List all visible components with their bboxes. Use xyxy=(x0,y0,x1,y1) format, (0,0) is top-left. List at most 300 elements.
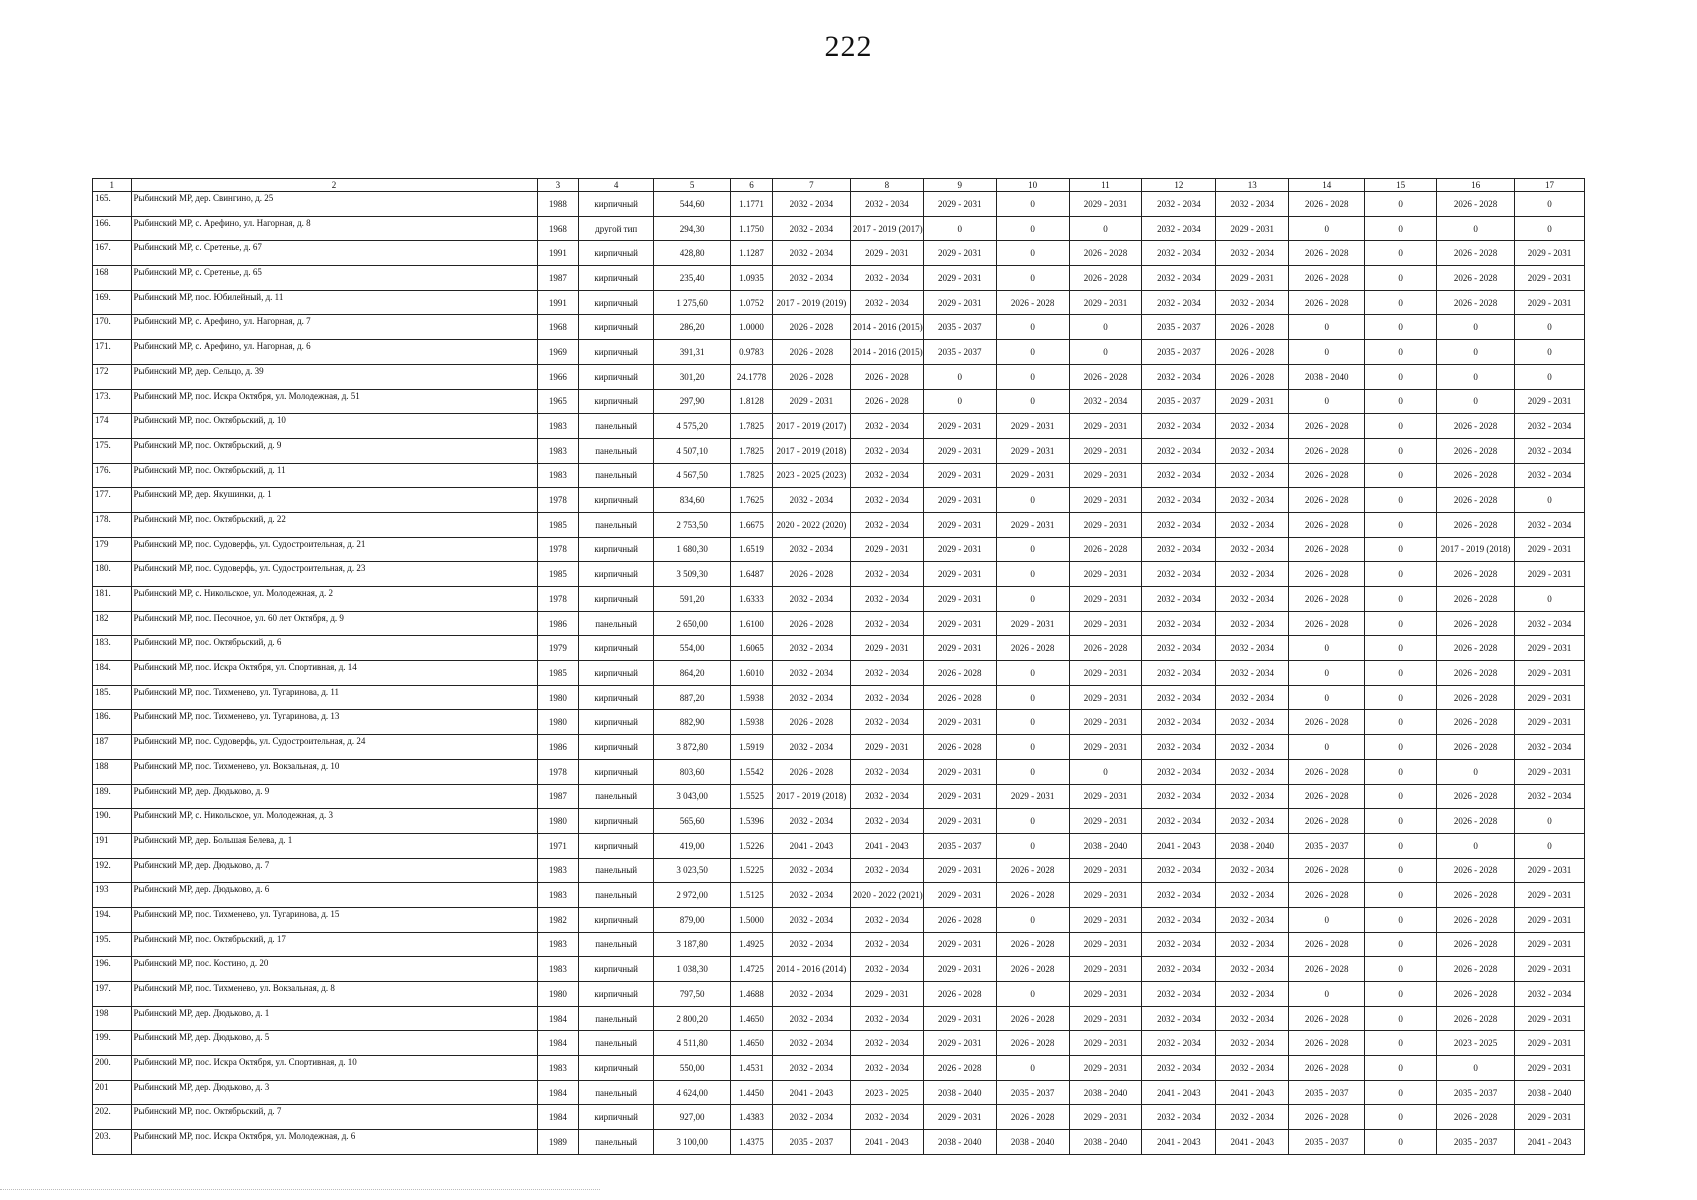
period-col-7-cell: 2032 - 2034 xyxy=(772,1006,850,1031)
wall-material-cell: панельный xyxy=(579,858,654,883)
period-col-8-cell: 2032 - 2034 xyxy=(850,192,923,217)
period-col-16-cell: 2035 - 2037 xyxy=(1437,1080,1515,1105)
period-col-14-cell: 0 xyxy=(1289,389,1365,414)
address-cell: Рыбинский МР, с. Арефино, ул. Нагорная, д. 6 xyxy=(131,340,537,365)
period-col-17-cell: 2029 - 2031 xyxy=(1515,661,1585,686)
period-col-16-cell: 2035 - 2037 xyxy=(1437,1130,1515,1155)
build-year-cell: 1987 xyxy=(537,784,579,809)
area-cell: 879,00 xyxy=(654,907,731,932)
period-col-14-cell: 0 xyxy=(1289,907,1365,932)
area-cell: 2 753,50 xyxy=(654,512,731,537)
period-col-15-cell: 0 xyxy=(1365,833,1437,858)
address-cell: Рыбинский МР, дер. Свингино, д. 25 xyxy=(131,192,537,217)
period-col-12-cell: 2032 - 2034 xyxy=(1142,932,1216,957)
build-year-cell: 1968 xyxy=(537,315,579,340)
table-row xyxy=(93,809,1585,834)
address-cell: Рыбинский МР, пос. Октябрьский, д. 9 xyxy=(131,438,537,463)
address-cell: Рыбинский МР, пос. Октябрьский, д. 10 xyxy=(131,414,537,439)
period-col-9-cell: 2026 - 2028 xyxy=(923,661,996,686)
column-number-9: 9 xyxy=(923,179,996,192)
coefficient-cell: 1.4383 xyxy=(731,1105,773,1130)
table-row xyxy=(93,241,1585,266)
period-col-16-cell: 0 xyxy=(1437,216,1515,241)
period-col-11-cell: 2029 - 2031 xyxy=(1069,463,1142,488)
build-year-cell: 1968 xyxy=(537,216,579,241)
period-col-14-cell: 2026 - 2028 xyxy=(1289,562,1365,587)
period-col-14-cell: 2026 - 2028 xyxy=(1289,957,1365,982)
period-col-16-cell: 2026 - 2028 xyxy=(1437,266,1515,291)
period-col-9-cell: 2029 - 2031 xyxy=(923,710,996,735)
period-col-12-cell: 2041 - 2043 xyxy=(1142,1130,1216,1155)
row-number-cell: 174 xyxy=(93,414,132,439)
period-col-14-cell: 0 xyxy=(1289,636,1365,661)
period-col-17-cell: 2029 - 2031 xyxy=(1515,710,1585,735)
wall-material-cell: панельный xyxy=(579,1031,654,1056)
area-cell: 591,20 xyxy=(654,587,731,612)
period-col-13-cell: 2032 - 2034 xyxy=(1216,759,1289,784)
period-col-7-cell: 2032 - 2034 xyxy=(772,488,850,513)
wall-material-cell: панельный xyxy=(579,414,654,439)
period-col-11-cell: 2029 - 2031 xyxy=(1069,710,1142,735)
coefficient-cell: 1.6519 xyxy=(731,537,773,562)
table-body xyxy=(93,192,1585,1155)
build-year-cell: 1980 xyxy=(537,809,579,834)
period-col-10-cell: 2029 - 2031 xyxy=(996,784,1069,809)
period-col-10-cell: 2026 - 2028 xyxy=(996,1006,1069,1031)
period-col-8-cell: 2032 - 2034 xyxy=(850,784,923,809)
period-col-12-cell: 2032 - 2034 xyxy=(1142,587,1216,612)
period-col-16-cell: 2023 - 2025 xyxy=(1437,1031,1515,1056)
address-cell: Рыбинский МР, с. Арефино, ул. Нагорная, д. 8 xyxy=(131,216,537,241)
period-col-13-cell: 2032 - 2034 xyxy=(1216,241,1289,266)
period-col-9-cell: 2029 - 2031 xyxy=(923,537,996,562)
build-year-cell: 1980 xyxy=(537,710,579,735)
period-col-8-cell: 2020 - 2022 (2021) xyxy=(850,883,923,908)
period-col-16-cell: 2026 - 2028 xyxy=(1437,784,1515,809)
period-col-10-cell: 0 xyxy=(996,685,1069,710)
period-col-15-cell: 0 xyxy=(1365,241,1437,266)
period-col-15-cell: 0 xyxy=(1365,809,1437,834)
period-col-15-cell: 0 xyxy=(1365,488,1437,513)
period-col-12-cell: 2032 - 2034 xyxy=(1142,982,1216,1007)
period-col-17-cell: 2029 - 2031 xyxy=(1515,241,1585,266)
table-row xyxy=(93,315,1585,340)
address-cell: Рыбинский МР, пос. Искра Октября, ул. Спортивная, д. 14 xyxy=(131,661,537,686)
period-col-15-cell: 0 xyxy=(1365,340,1437,365)
period-col-8-cell: 2032 - 2034 xyxy=(850,488,923,513)
period-col-12-cell: 2032 - 2034 xyxy=(1142,611,1216,636)
address-cell: Рыбинский МР, пос. Искра Октября, ул. Спортивная, д. 10 xyxy=(131,1056,537,1081)
period-col-10-cell: 2029 - 2031 xyxy=(996,463,1069,488)
area-cell: 2 650,00 xyxy=(654,611,731,636)
page-number: 222 xyxy=(824,30,873,63)
table-row xyxy=(93,389,1585,414)
period-col-17-cell: 2032 - 2034 xyxy=(1515,512,1585,537)
period-col-14-cell: 2026 - 2028 xyxy=(1289,512,1365,537)
area-cell: 286,20 xyxy=(654,315,731,340)
period-col-16-cell: 0 xyxy=(1437,389,1515,414)
row-number-cell: 177. xyxy=(93,488,132,513)
period-col-16-cell: 2026 - 2028 xyxy=(1437,414,1515,439)
period-col-9-cell: 2029 - 2031 xyxy=(923,1105,996,1130)
period-col-14-cell: 2026 - 2028 xyxy=(1289,241,1365,266)
row-number-cell: 197. xyxy=(93,982,132,1007)
address-cell: Рыбинский МР, пос. Октябрьский, д. 11 xyxy=(131,463,537,488)
build-year-cell: 1983 xyxy=(537,438,579,463)
period-col-10-cell: 2026 - 2028 xyxy=(996,858,1069,883)
area-cell: 3 043,00 xyxy=(654,784,731,809)
period-col-15-cell: 0 xyxy=(1365,907,1437,932)
period-col-8-cell: 2029 - 2031 xyxy=(850,241,923,266)
row-number-cell: 194. xyxy=(93,907,132,932)
coefficient-cell: 1.5226 xyxy=(731,833,773,858)
wall-material-cell: кирпичный xyxy=(579,389,654,414)
build-year-cell: 1989 xyxy=(537,1130,579,1155)
wall-material-cell: кирпичный xyxy=(579,809,654,834)
area-cell: 927,00 xyxy=(654,1105,731,1130)
coefficient-cell: 1.4650 xyxy=(731,1006,773,1031)
period-col-12-cell: 2032 - 2034 xyxy=(1142,364,1216,389)
period-col-12-cell: 2032 - 2034 xyxy=(1142,216,1216,241)
period-col-11-cell: 2029 - 2031 xyxy=(1069,1006,1142,1031)
period-col-9-cell: 0 xyxy=(923,389,996,414)
period-col-7-cell: 2023 - 2025 (2023) xyxy=(772,463,850,488)
period-col-15-cell: 0 xyxy=(1365,389,1437,414)
area-cell: 391,31 xyxy=(654,340,731,365)
period-col-14-cell: 2035 - 2037 xyxy=(1289,833,1365,858)
period-col-14-cell: 2026 - 2028 xyxy=(1289,883,1365,908)
period-col-16-cell: 2026 - 2028 xyxy=(1437,636,1515,661)
wall-material-cell: кирпичный xyxy=(579,266,654,291)
period-col-14-cell: 2026 - 2028 xyxy=(1289,1056,1365,1081)
column-number-2: 2 xyxy=(131,179,537,192)
table-row xyxy=(93,1031,1585,1056)
build-year-cell: 1984 xyxy=(537,1031,579,1056)
address-cell: Рыбинский МР, пос. Искра Октября, ул. Молодежная, д. 51 xyxy=(131,389,537,414)
period-col-17-cell: 2029 - 2031 xyxy=(1515,883,1585,908)
period-col-11-cell: 2032 - 2034 xyxy=(1069,389,1142,414)
period-col-7-cell: 2032 - 2034 xyxy=(772,735,850,760)
period-col-11-cell: 2029 - 2031 xyxy=(1069,414,1142,439)
period-col-14-cell: 2026 - 2028 xyxy=(1289,537,1365,562)
period-col-9-cell: 2026 - 2028 xyxy=(923,735,996,760)
period-col-10-cell: 0 xyxy=(996,340,1069,365)
period-col-14-cell: 2026 - 2028 xyxy=(1289,809,1365,834)
period-col-8-cell: 2032 - 2034 xyxy=(850,710,923,735)
address-cell: Рыбинский МР, с. Никольское, ул. Молодежная, д. 3 xyxy=(131,809,537,834)
period-col-12-cell: 2032 - 2034 xyxy=(1142,858,1216,883)
period-col-11-cell: 0 xyxy=(1069,315,1142,340)
wall-material-cell: кирпичный xyxy=(579,587,654,612)
period-col-14-cell: 0 xyxy=(1289,685,1365,710)
period-col-11-cell: 0 xyxy=(1069,340,1142,365)
period-col-15-cell: 0 xyxy=(1365,784,1437,809)
period-col-17-cell: 2029 - 2031 xyxy=(1515,1006,1585,1031)
build-year-cell: 1983 xyxy=(537,957,579,982)
period-col-17-cell: 2029 - 2031 xyxy=(1515,290,1585,315)
column-number-12: 12 xyxy=(1142,179,1216,192)
address-cell: Рыбинский МР, пос. Судоверфь, ул. Судостроительная, д. 23 xyxy=(131,562,537,587)
period-col-12-cell: 2032 - 2034 xyxy=(1142,735,1216,760)
period-col-16-cell: 2026 - 2028 xyxy=(1437,858,1515,883)
build-year-cell: 1988 xyxy=(537,192,579,217)
period-col-14-cell: 2026 - 2028 xyxy=(1289,784,1365,809)
period-col-7-cell: 2017 - 2019 (2018) xyxy=(772,784,850,809)
build-year-cell: 1978 xyxy=(537,759,579,784)
period-col-15-cell: 0 xyxy=(1365,216,1437,241)
period-col-17-cell: 2029 - 2031 xyxy=(1515,1056,1585,1081)
column-number-15: 15 xyxy=(1365,179,1437,192)
period-col-13-cell: 2032 - 2034 xyxy=(1216,685,1289,710)
period-col-11-cell: 2026 - 2028 xyxy=(1069,241,1142,266)
row-number-cell: 195. xyxy=(93,932,132,957)
build-year-cell: 1979 xyxy=(537,636,579,661)
row-number-cell: 175. xyxy=(93,438,132,463)
area-cell: 3 872,80 xyxy=(654,735,731,760)
period-col-11-cell: 2029 - 2031 xyxy=(1069,735,1142,760)
period-col-9-cell: 2029 - 2031 xyxy=(923,957,996,982)
wall-material-cell: кирпичный xyxy=(579,488,654,513)
table-row xyxy=(93,266,1585,291)
period-col-9-cell: 0 xyxy=(923,216,996,241)
wall-material-cell: кирпичный xyxy=(579,710,654,735)
period-col-14-cell: 2026 - 2028 xyxy=(1289,1031,1365,1056)
period-col-7-cell: 2041 - 2043 xyxy=(772,833,850,858)
period-col-16-cell: 2026 - 2028 xyxy=(1437,932,1515,957)
wall-material-cell: кирпичный xyxy=(579,735,654,760)
row-number-cell: 184. xyxy=(93,661,132,686)
period-col-16-cell: 2026 - 2028 xyxy=(1437,685,1515,710)
period-col-12-cell: 2032 - 2034 xyxy=(1142,809,1216,834)
period-col-7-cell: 2032 - 2034 xyxy=(772,241,850,266)
wall-material-cell: кирпичный xyxy=(579,685,654,710)
table-row xyxy=(93,364,1585,389)
period-col-16-cell: 0 xyxy=(1437,315,1515,340)
period-col-16-cell: 2026 - 2028 xyxy=(1437,192,1515,217)
period-col-12-cell: 2032 - 2034 xyxy=(1142,710,1216,735)
area-cell: 4 507,10 xyxy=(654,438,731,463)
period-col-17-cell: 2029 - 2031 xyxy=(1515,562,1585,587)
period-col-17-cell: 2029 - 2031 xyxy=(1515,1105,1585,1130)
row-number-cell: 203. xyxy=(93,1130,132,1155)
area-cell: 1 038,30 xyxy=(654,957,731,982)
period-col-7-cell: 2017 - 2019 (2018) xyxy=(772,438,850,463)
period-col-13-cell: 2032 - 2034 xyxy=(1216,562,1289,587)
row-number-cell: 202. xyxy=(93,1105,132,1130)
period-col-17-cell: 0 xyxy=(1515,216,1585,241)
area-cell: 4 511,80 xyxy=(654,1031,731,1056)
coefficient-cell: 1.5125 xyxy=(731,883,773,908)
period-col-12-cell: 2032 - 2034 xyxy=(1142,290,1216,315)
coefficient-cell: 1.6333 xyxy=(731,587,773,612)
row-number-cell: 191 xyxy=(93,833,132,858)
period-col-8-cell: 2032 - 2034 xyxy=(850,1105,923,1130)
period-col-15-cell: 0 xyxy=(1365,364,1437,389)
period-col-17-cell: 2029 - 2031 xyxy=(1515,266,1585,291)
wall-material-cell: панельный xyxy=(579,512,654,537)
wall-material-cell: кирпичный xyxy=(579,290,654,315)
period-col-17-cell: 2041 - 2043 xyxy=(1515,1130,1585,1155)
area-cell: 294,30 xyxy=(654,216,731,241)
build-year-cell: 1983 xyxy=(537,414,579,439)
row-number-cell: 181. xyxy=(93,587,132,612)
address-cell: Рыбинский МР, пос. Судоверфь, ул. Судостроительная, д. 24 xyxy=(131,735,537,760)
period-col-13-cell: 2032 - 2034 xyxy=(1216,1056,1289,1081)
period-col-15-cell: 0 xyxy=(1365,735,1437,760)
area-cell: 419,00 xyxy=(654,833,731,858)
coefficient-cell: 1.4925 xyxy=(731,932,773,957)
period-col-15-cell: 0 xyxy=(1365,661,1437,686)
period-col-8-cell: 2041 - 2043 xyxy=(850,1130,923,1155)
address-cell: Рыбинский МР, с. Сретенье, д. 67 xyxy=(131,241,537,266)
wall-material-cell: кирпичный xyxy=(579,982,654,1007)
period-col-9-cell: 2029 - 2031 xyxy=(923,488,996,513)
period-col-8-cell: 2032 - 2034 xyxy=(850,562,923,587)
period-col-8-cell: 2032 - 2034 xyxy=(850,1031,923,1056)
period-col-10-cell: 0 xyxy=(996,192,1069,217)
period-col-13-cell: 2029 - 2031 xyxy=(1216,266,1289,291)
area-cell: 4 567,50 xyxy=(654,463,731,488)
coefficient-cell: 1.6487 xyxy=(731,562,773,587)
period-col-12-cell: 2035 - 2037 xyxy=(1142,315,1216,340)
period-col-12-cell: 2032 - 2034 xyxy=(1142,636,1216,661)
period-col-15-cell: 0 xyxy=(1365,858,1437,883)
period-col-15-cell: 0 xyxy=(1365,587,1437,612)
period-col-16-cell: 0 xyxy=(1437,340,1515,365)
coefficient-cell: 1.7825 xyxy=(731,463,773,488)
period-col-15-cell: 0 xyxy=(1365,1105,1437,1130)
build-year-cell: 1978 xyxy=(537,537,579,562)
period-col-7-cell: 2026 - 2028 xyxy=(772,710,850,735)
period-col-7-cell: 2026 - 2028 xyxy=(772,340,850,365)
area-cell: 235,40 xyxy=(654,266,731,291)
address-cell: Рыбинский МР, дер. Дюдьково, д. 6 xyxy=(131,883,537,908)
build-year-cell: 1991 xyxy=(537,290,579,315)
period-col-16-cell: 2017 - 2019 (2018) xyxy=(1437,537,1515,562)
table-row xyxy=(93,1056,1585,1081)
row-number-cell: 185. xyxy=(93,685,132,710)
build-year-cell: 1971 xyxy=(537,833,579,858)
period-col-10-cell: 2026 - 2028 xyxy=(996,883,1069,908)
period-col-7-cell: 2032 - 2034 xyxy=(772,932,850,957)
period-col-13-cell: 2032 - 2034 xyxy=(1216,784,1289,809)
address-cell: Рыбинский МР, с. Арефино, ул. Нагорная, д. 7 xyxy=(131,315,537,340)
period-col-7-cell: 2032 - 2034 xyxy=(772,192,850,217)
build-year-cell: 1978 xyxy=(537,488,579,513)
period-col-11-cell: 2029 - 2031 xyxy=(1069,562,1142,587)
period-col-15-cell: 0 xyxy=(1365,537,1437,562)
period-col-10-cell: 2038 - 2040 xyxy=(996,1130,1069,1155)
wall-material-cell: кирпичный xyxy=(579,1105,654,1130)
period-col-7-cell: 2017 - 2019 (2019) xyxy=(772,290,850,315)
address-cell: Рыбинский МР, пос. Тихменево, ул. Тугаринова, д. 11 xyxy=(131,685,537,710)
period-col-10-cell: 0 xyxy=(996,266,1069,291)
period-col-12-cell: 2032 - 2034 xyxy=(1142,192,1216,217)
address-cell: Рыбинский МР, пос. Песочное, ул. 60 лет Октября, д. 9 xyxy=(131,611,537,636)
period-col-9-cell: 2029 - 2031 xyxy=(923,932,996,957)
period-col-11-cell: 2038 - 2040 xyxy=(1069,1080,1142,1105)
build-year-cell: 1986 xyxy=(537,735,579,760)
period-col-7-cell: 2032 - 2034 xyxy=(772,636,850,661)
wall-material-cell: другой тип xyxy=(579,216,654,241)
period-col-15-cell: 0 xyxy=(1365,192,1437,217)
table-row xyxy=(93,661,1585,686)
period-col-11-cell: 2029 - 2031 xyxy=(1069,932,1142,957)
period-col-12-cell: 2032 - 2034 xyxy=(1142,883,1216,908)
period-col-16-cell: 2026 - 2028 xyxy=(1437,1105,1515,1130)
build-year-cell: 1978 xyxy=(537,587,579,612)
period-col-11-cell: 0 xyxy=(1069,759,1142,784)
period-col-9-cell: 2026 - 2028 xyxy=(923,1056,996,1081)
coefficient-cell: 1.4725 xyxy=(731,957,773,982)
period-col-10-cell: 0 xyxy=(996,710,1069,735)
period-col-8-cell: 2014 - 2016 (2015) xyxy=(850,315,923,340)
period-col-8-cell: 2032 - 2034 xyxy=(850,1056,923,1081)
period-col-15-cell: 0 xyxy=(1365,883,1437,908)
period-col-16-cell: 2026 - 2028 xyxy=(1437,957,1515,982)
period-col-8-cell: 2032 - 2034 xyxy=(850,957,923,982)
period-col-14-cell: 2026 - 2028 xyxy=(1289,438,1365,463)
row-number-cell: 199. xyxy=(93,1031,132,1056)
period-col-12-cell: 2032 - 2034 xyxy=(1142,661,1216,686)
period-col-8-cell: 2032 - 2034 xyxy=(850,1006,923,1031)
column-number-3: 3 xyxy=(537,179,579,192)
period-col-7-cell: 2032 - 2034 xyxy=(772,982,850,1007)
coefficient-cell: 1.5396 xyxy=(731,809,773,834)
period-col-7-cell: 2032 - 2034 xyxy=(772,537,850,562)
coefficient-cell: 24.1778 xyxy=(731,364,773,389)
column-number-1: 1 xyxy=(93,179,132,192)
period-col-17-cell: 2032 - 2034 xyxy=(1515,438,1585,463)
period-col-10-cell: 0 xyxy=(996,488,1069,513)
row-number-cell: 173. xyxy=(93,389,132,414)
period-col-10-cell: 0 xyxy=(996,315,1069,340)
period-col-12-cell: 2032 - 2034 xyxy=(1142,266,1216,291)
period-col-17-cell: 2038 - 2040 xyxy=(1515,1080,1585,1105)
period-col-13-cell: 2032 - 2034 xyxy=(1216,1006,1289,1031)
period-col-17-cell: 2029 - 2031 xyxy=(1515,957,1585,982)
coefficient-cell: 1.6010 xyxy=(731,661,773,686)
period-col-12-cell: 2032 - 2034 xyxy=(1142,414,1216,439)
period-col-17-cell: 2029 - 2031 xyxy=(1515,389,1585,414)
period-col-16-cell: 2026 - 2028 xyxy=(1437,661,1515,686)
wall-material-cell: панельный xyxy=(579,463,654,488)
period-col-7-cell: 2032 - 2034 xyxy=(772,1031,850,1056)
period-col-12-cell: 2032 - 2034 xyxy=(1142,1105,1216,1130)
period-col-9-cell: 2029 - 2031 xyxy=(923,562,996,587)
period-col-7-cell: 2032 - 2034 xyxy=(772,1056,850,1081)
period-col-7-cell: 2032 - 2034 xyxy=(772,907,850,932)
period-col-10-cell: 2026 - 2028 xyxy=(996,636,1069,661)
period-col-11-cell: 2026 - 2028 xyxy=(1069,537,1142,562)
period-col-12-cell: 2032 - 2034 xyxy=(1142,241,1216,266)
period-col-15-cell: 0 xyxy=(1365,611,1437,636)
period-col-8-cell: 2032 - 2034 xyxy=(850,858,923,883)
period-col-9-cell: 2029 - 2031 xyxy=(923,784,996,809)
table-row xyxy=(93,710,1585,735)
row-number-cell: 182 xyxy=(93,611,132,636)
period-col-9-cell: 2029 - 2031 xyxy=(923,759,996,784)
period-col-15-cell: 0 xyxy=(1365,463,1437,488)
wall-material-cell: панельный xyxy=(579,611,654,636)
period-col-9-cell: 2035 - 2037 xyxy=(923,833,996,858)
row-number-cell: 167. xyxy=(93,241,132,266)
period-col-9-cell: 2029 - 2031 xyxy=(923,587,996,612)
period-col-10-cell: 2026 - 2028 xyxy=(996,290,1069,315)
period-col-15-cell: 0 xyxy=(1365,759,1437,784)
period-col-13-cell: 2032 - 2034 xyxy=(1216,636,1289,661)
period-col-9-cell: 2029 - 2031 xyxy=(923,414,996,439)
